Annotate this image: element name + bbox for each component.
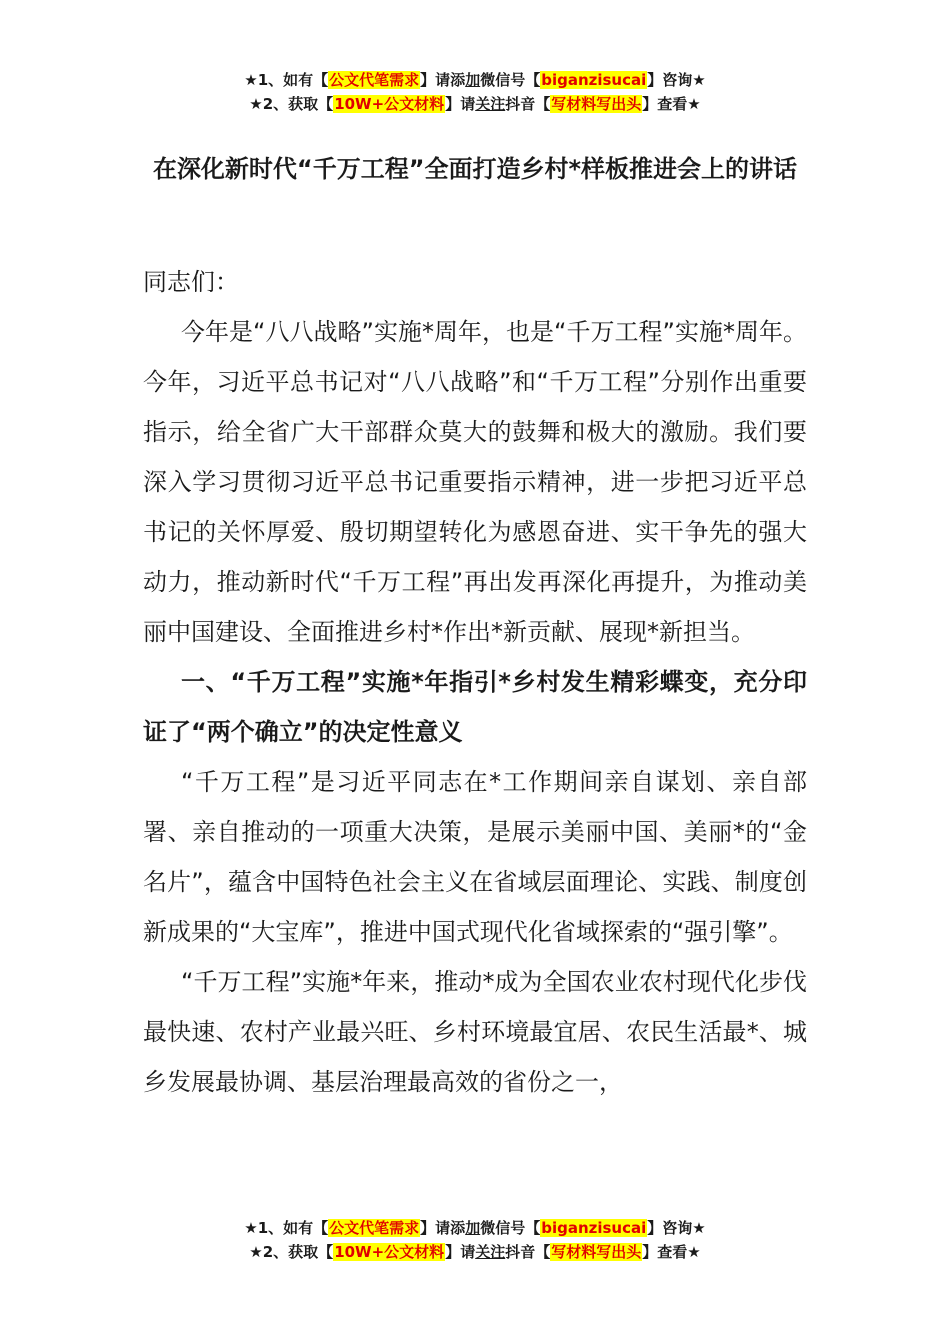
banner-text: ★1、如有【 xyxy=(244,71,329,89)
banner-text: ★2、获取【 xyxy=(249,95,334,113)
banner-line-1 xyxy=(0,1216,950,1240)
banner-text: 抖音【 xyxy=(505,1243,551,1261)
banner-text: 】请 xyxy=(445,95,476,113)
banner-text: ★1、如有【 xyxy=(244,1219,329,1237)
banner-text: 】请添 xyxy=(420,1219,466,1237)
paragraph: 今年是“八八战略”实施*周年，也是“千万工程”实施*周年。今年，习近平总书记对“八八战略”和“千万工程”分别作出重要指示，给全省广大干部群众莫大的鼓舞和极大的激励。我们要深入学习贯彻习近平总书记重要指示精神，进一步把习近平总书记的关怀厚爱、殷切期望转化为感恩奋进、实干争先的强大动力，推动新时代“千万工程”再出发再深化再提升，为推动美丽中国建设、全面推进乡村*作出*新贡献、展现*新担当。 xyxy=(143,318,807,646)
banner-text: 】咨询★ xyxy=(647,1219,706,1237)
highlight-materials: 10W+公文材料 xyxy=(334,1243,445,1261)
highlight-service: 公文代笔需求 xyxy=(329,71,420,89)
banner-line-1 xyxy=(0,68,950,92)
banner-underlined-text: 加 xyxy=(465,1219,481,1237)
banner-text: 】请添 xyxy=(420,71,466,89)
highlight-materials: 10W+公文材料 xyxy=(334,95,445,113)
banner-text: 抖音【 xyxy=(505,95,551,113)
banner-line-2 xyxy=(0,92,950,116)
banner-text: 】查看★ xyxy=(642,1243,701,1261)
banner-text: 】咨询★ xyxy=(647,71,706,89)
banner-underlined-text: 加 xyxy=(465,71,481,89)
banner-text: 】请 xyxy=(445,1243,476,1261)
banner-text: 】查看★ xyxy=(642,95,701,113)
footer-banner xyxy=(0,1216,950,1264)
banner-text: ★2、获取【 xyxy=(249,1243,334,1261)
banner-underlined-text: 关注 xyxy=(475,1243,506,1261)
banner-text: 微信号【 xyxy=(480,71,541,89)
banner-text: 微信号【 xyxy=(480,1219,541,1237)
header-banner xyxy=(0,68,950,116)
highlight-douyin-account: 写材料写出头 xyxy=(551,1243,642,1261)
highlight-wechat-id: biganzisucai xyxy=(541,1219,647,1237)
document-body xyxy=(143,257,807,1107)
paragraph: “千万工程”实施*年来，推动*成为全国农业农村现代化步伐最快速、农村产业最兴旺、乡村环境最宜居、农民生活最*、城乡发展最协调、基层治理最高效的省份之一， xyxy=(143,968,807,1096)
section-heading: 一、“千万工程”实施*年指引*乡村发生精彩蝶变，充分印证了“两个确立”的决定性意义 xyxy=(143,668,807,746)
highlight-douyin-account: 写材料写出头 xyxy=(551,95,642,113)
paragraph: “千万工程”是习近平同志在*工作期间亲自谋划、亲自部署、亲自推动的一项重大决策，是展示美丽中国、美丽*的“金名片”，蕴含中国特色社会主义在省域层面理论、实践、制度创新成果的“大宝库”，推进中国式现代化省域探索的“强引擎”。 xyxy=(143,768,807,946)
document-title: 在深化新时代“千万工程”全面打造乡村*样板推进会上的讲话 xyxy=(152,155,798,183)
banner-line-2 xyxy=(0,1240,950,1264)
highlight-service: 公文代笔需求 xyxy=(329,1219,420,1237)
highlight-wechat-id: biganzisucai xyxy=(541,71,647,89)
banner-underlined-text: 关注 xyxy=(475,95,506,113)
salutation: 同志们： xyxy=(143,268,239,296)
